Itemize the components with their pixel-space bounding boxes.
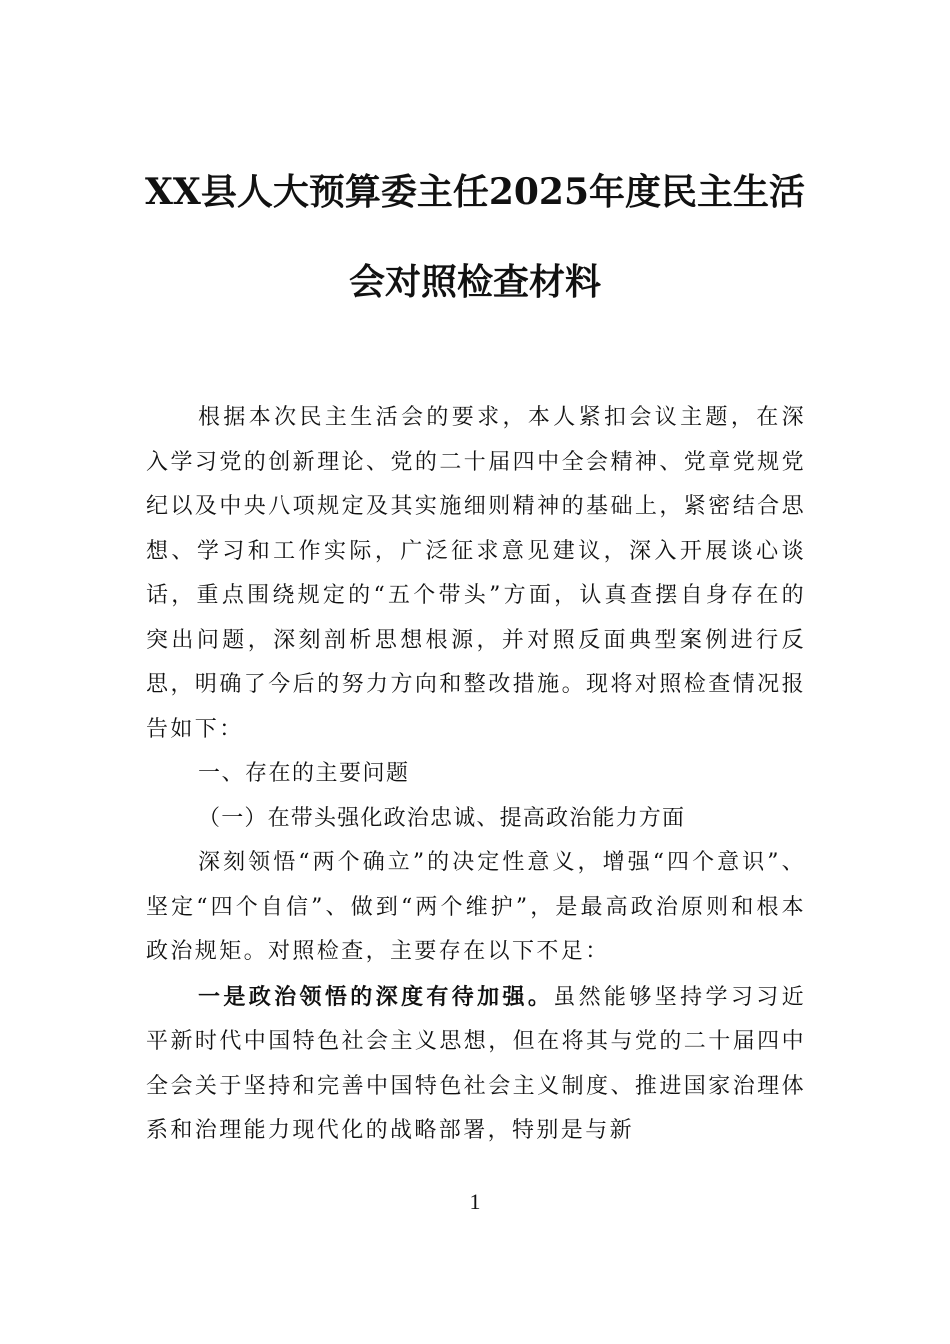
subsection-heading-political-loyalty: （一）在带头强化政治忠诚、提高政治能力方面 [198, 805, 686, 831]
point-lead-text: 一是政治领悟的深度有待加强。 [198, 983, 554, 1010]
point-body-text: 虽然能够坚持学习习近平新时代中国特色社会主义思想，但在将其与党的二十届四中全会关于坚持和完善中国特色社会主义制度、推进国家治理体系和治理能力现代化的战略部署，特别是与新 [146, 984, 806, 1143]
page-number: 1 [469, 1189, 481, 1214]
section-heading-main-problems: 一、存在的主要问题 [198, 761, 410, 786]
point-paragraph-1 [146, 975, 806, 1154]
document-body [146, 396, 806, 1154]
subsection-paragraph: 深刻领悟“两个确立”的决定性意义，增强“四个意识”、坚定“四个自信”、做到“两个维护”，是最高政治原则和根本政治规矩。对照检查，主要存在以下不足： [146, 850, 806, 964]
title-line-1: XX县人大预算委主任2025年度民主生活 [144, 171, 806, 213]
intro-paragraph: 根据本次民主生活会的要求，本人紧扣会议主题，在深入学习党的创新理论、党的二十届四中全会精神、党章党规党纪以及中央八项规定及其实施细则精神的基础上，紧密结合思想、学习和工作实际，广泛征求意见建议，深入开展谈心谈话，重点围绕规定的“五个带头”方面，认真查摆自身存在的突出问题，深刻剖析思想根源，并对照反面典型案例进行反思，明确了今后的努力方向和整改措施。现将对照检查情况报告如下： [146, 405, 806, 742]
title-line-2: 会对照检查材料 [348, 261, 601, 303]
document-title [120, 168, 830, 306]
